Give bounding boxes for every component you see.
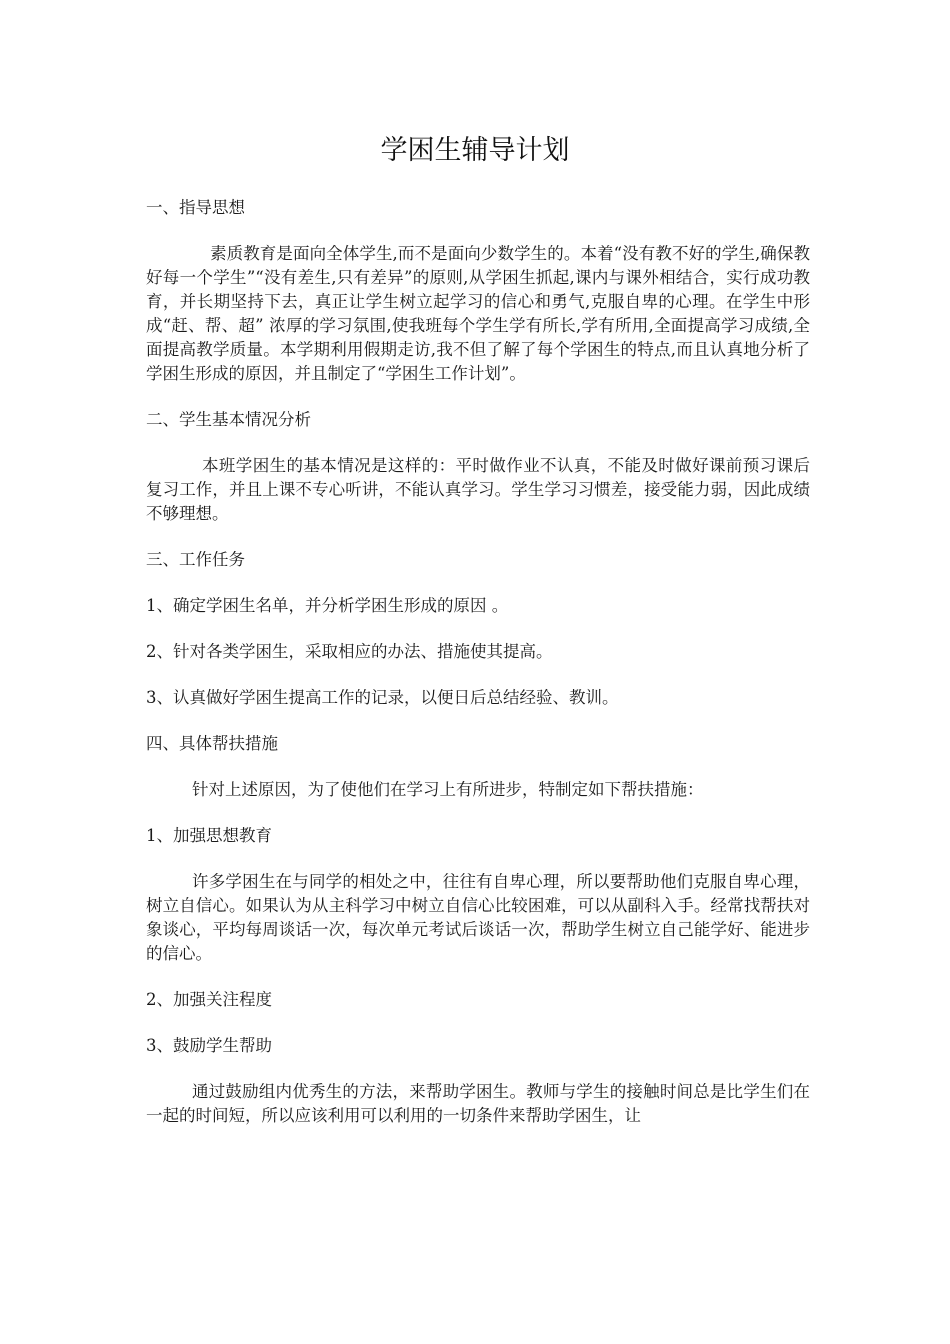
task-item: 1、确定学困生名单，并分析学困生形成的原因 。 (146, 596, 509, 615)
measure-heading-ideological-education: 1、加强思想教育 (146, 826, 272, 845)
section-heading-work-tasks: 三、工作任务 (146, 550, 245, 569)
section-heading-support-measures: 四、具体帮扶措施 (146, 734, 278, 753)
task-item: 2、针对各类学困生，采取相应的办法、措施使其提高。 (146, 642, 553, 661)
section-paragraph-student-analysis: 本班学困生的基本情况是这样的：平时做作业不认真，不能及时做好课前预习课后复习工作，并且上课不专心听讲，不能认真学习。学生学习习惯差，接受能力弱，因此成绩不够理想。 (146, 456, 810, 523)
measure-paragraph-ideological-education: 许多学困生在与同学的相处之中，往往有自卑心理，所以要帮助他们克服自卑心理，树立自信心。如果认为从主科学习中树立自信心比较困难，可以从副科入手。经常找帮扶对象谈心，平均每周谈话一次，每次单元考试后谈话一次，帮助学生树立自己能学好、能进步的信心。 (146, 872, 810, 963)
support-measures-intro: 针对上述原因，为了使他们在学习上有所进步，特制定如下帮扶措施： (192, 780, 704, 799)
measure-heading-attention: 2、加强关注程度 (146, 990, 272, 1009)
document-body (146, 196, 810, 1128)
section-paragraph-guiding-ideology: 素质教育是面向全体学生,而不是面向少数学生的。本着“没有教不好的学生,确保教好每一个学生”“没有差生,只有差异”的原则,从学困生抓起,课内与课外相结合，实行成功教育，并长期坚持下去，真正让学生树立起学习的信心和勇气,克服自卑的心理。在学生中形成“赶、帮、超” 浓厚的学习氛围,使我班每个学生学有所长,学有所用,全面提高学习成绩,全面提高教学质量。本学期利用假期走访,我不但了解了每个学困生的特点,而且认真地分析了学困生形成的原因，并且制定了“学困生工作计划”。 (146, 244, 810, 383)
measure-paragraph-peer-help: 通过鼓励组内优秀生的方法，来帮助学困生。教师与学生的接触时间总是比学生们在一起的时间短，所以应该利用可以利用的一切条件来帮助学困生，让 (146, 1082, 810, 1125)
document-title: 学困生辅导计划 (380, 135, 570, 166)
section-heading-guiding-ideology: 一、指导思想 (146, 198, 245, 217)
task-item: 3、认真做好学困生提高工作的记录，以便日后总结经验、教训。 (146, 688, 619, 707)
measure-heading-peer-help: 3、鼓励学生帮助 (146, 1036, 272, 1055)
section-heading-student-analysis: 二、学生基本情况分析 (146, 410, 311, 429)
